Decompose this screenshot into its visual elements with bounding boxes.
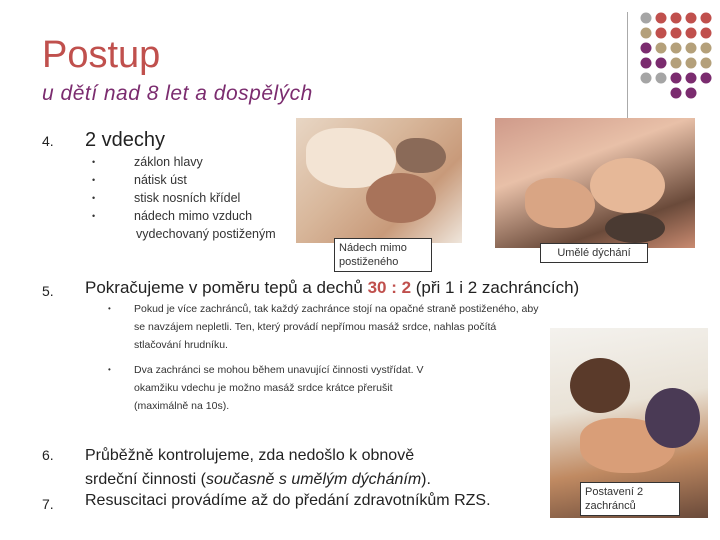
decor-dot (656, 73, 667, 84)
slide-title: Postup (42, 34, 161, 76)
list-item: • nádech mimo vzduch (92, 209, 253, 223)
section-5-bullet-1: • Pokud je více zachránců, tak každý zachránce stojí na opačné straně postiženého, aby se navzájem nepletli. Ten, který provádí nepřímou masáž srdce, nahlas počítá stlačování hrudníku. (134, 300, 544, 354)
decor-dot (656, 58, 667, 69)
slide-subtitle: u dětí nad 8 let a dospělých (42, 82, 313, 105)
list-item: • nátisk úst (92, 173, 187, 187)
decor-dot (686, 88, 697, 99)
decor-dot (671, 88, 682, 99)
decor-dot (641, 73, 652, 84)
list-item: • stisk nosních křídel (92, 191, 241, 205)
decor-dot (671, 58, 682, 69)
decor-dot (656, 28, 667, 39)
section-6-number: 6. (42, 447, 54, 463)
bullet-icon: • (92, 175, 96, 185)
ratio-value: 30 : 2 (367, 278, 412, 297)
decor-dot (686, 43, 697, 54)
decor-dot (686, 73, 697, 84)
list-item-continuation: vydechovaný postiženým (136, 227, 276, 241)
decor-dot (671, 43, 682, 54)
decor-dot (701, 43, 712, 54)
decor-dot (641, 43, 652, 54)
photo-inhale (296, 118, 462, 243)
section-6-text: Průběžně kontrolujeme, zda nedošlo k obnově srdeční činnosti (současně s umělým dýcháním). (85, 447, 431, 488)
section-7-text: Resuscitaci provádíme až do předání zdravotníkům RZS. (85, 492, 491, 509)
decor-dot (686, 28, 697, 39)
section-7-number: 7. (42, 496, 54, 512)
decor-dot (671, 28, 682, 39)
bullet-icon: • (92, 157, 96, 167)
section-5-number: 5. (42, 283, 54, 299)
bullet-icon: • (92, 211, 96, 221)
caption-inhale: Nádech mimo postiženého (334, 238, 432, 272)
decor-dot (686, 13, 697, 24)
decor-dot (701, 58, 712, 69)
decor-dot (671, 13, 682, 24)
section-4-number: 4. (42, 133, 54, 149)
decor-dot (701, 13, 712, 24)
bullet-icon: • (92, 193, 96, 203)
bullet-icon: • (108, 365, 111, 374)
decor-dot (656, 13, 667, 24)
section-4-heading: 2 vdechy (85, 129, 166, 151)
decor-dot (701, 73, 712, 84)
decor-dot (641, 28, 652, 39)
decor-dot (656, 43, 667, 54)
decor-dot (701, 28, 712, 39)
section-4-bullets (92, 153, 276, 243)
bullet-icon: • (108, 304, 111, 313)
decor-dot (686, 58, 697, 69)
caption-artificial-breathing: Umělé dýchání (540, 243, 648, 263)
decor-dot (671, 73, 682, 84)
photo-artificial-breathing (495, 118, 695, 248)
caption-two-rescuers: Postavení 2 zachránců (580, 482, 680, 516)
list-item: • záklon hlavy (92, 155, 203, 169)
section-5-heading: Pokračujeme v poměru tepů a dechů 30 : 2 (při 1 i 2 zachráncích) (85, 278, 580, 297)
decor-dot-grid (640, 12, 720, 112)
decor-dot (641, 13, 652, 24)
section-5-bullet-2: • Dva zachránci se mohou během unavující činnosti vystřídat. V okamžiku vdechu je možno masáž srdce krátce přerušit (maximálně na 10s). (134, 361, 434, 415)
decor-divider (627, 12, 628, 120)
decor-dot (641, 58, 652, 69)
